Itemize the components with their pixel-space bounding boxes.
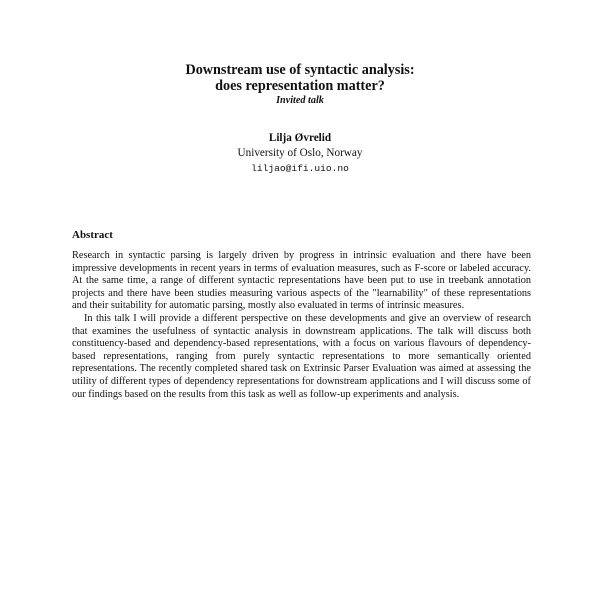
- abstract-paragraph-1: Research in syntactic parsing is largely driven by progress in intrinsic evaluation and there have been impressive developments in recent years in terms of evaluation measures, such as F-score or labeled accuracy. At the same time, a range of different syntactic representations have been put to use in treebank annotation projects and there have been studies measuring various aspects of the "learnability" of these representations and their suitability for automatic parsing, mostly also evaluated in terms of intrinsic measures.: [72, 250, 531, 312]
- author-name: Lilja Øvrelid: [268, 132, 332, 144]
- abstract-heading: Abstract: [72, 229, 113, 241]
- author-email: liljao@ifi.uio.no: [251, 163, 349, 174]
- author-affiliation: University of Oslo, Norway: [237, 147, 363, 159]
- paper-title-line-2: does representation matter?: [215, 78, 385, 94]
- author-block: [0, 131, 600, 176]
- paper-subtitle: Invited talk: [276, 95, 324, 106]
- abstract-paragraph-2: In this talk I will provide a different perspective on these developments and give an overview of research that examines the usefulness of syntactic analysis in downstream applications. The talk will discuss both constituency-based and dependency-based representations, with a focus on various flavours of dependency-based representations, ranging from purely syntactic representations to more semantically oriented representations. The recently completed shared task on Extrinsic Parser Evaluation was aimed at assessing the utility of different types of dependency representations for downstream applications and I will discuss some of our findings based on the results from this task as well as follow-up experiments and analysis.: [72, 312, 531, 400]
- abstract-section: [72, 228, 531, 401]
- title-block: [0, 62, 600, 107]
- paper-title-line-1: Downstream use of syntactic analysis:: [185, 62, 415, 78]
